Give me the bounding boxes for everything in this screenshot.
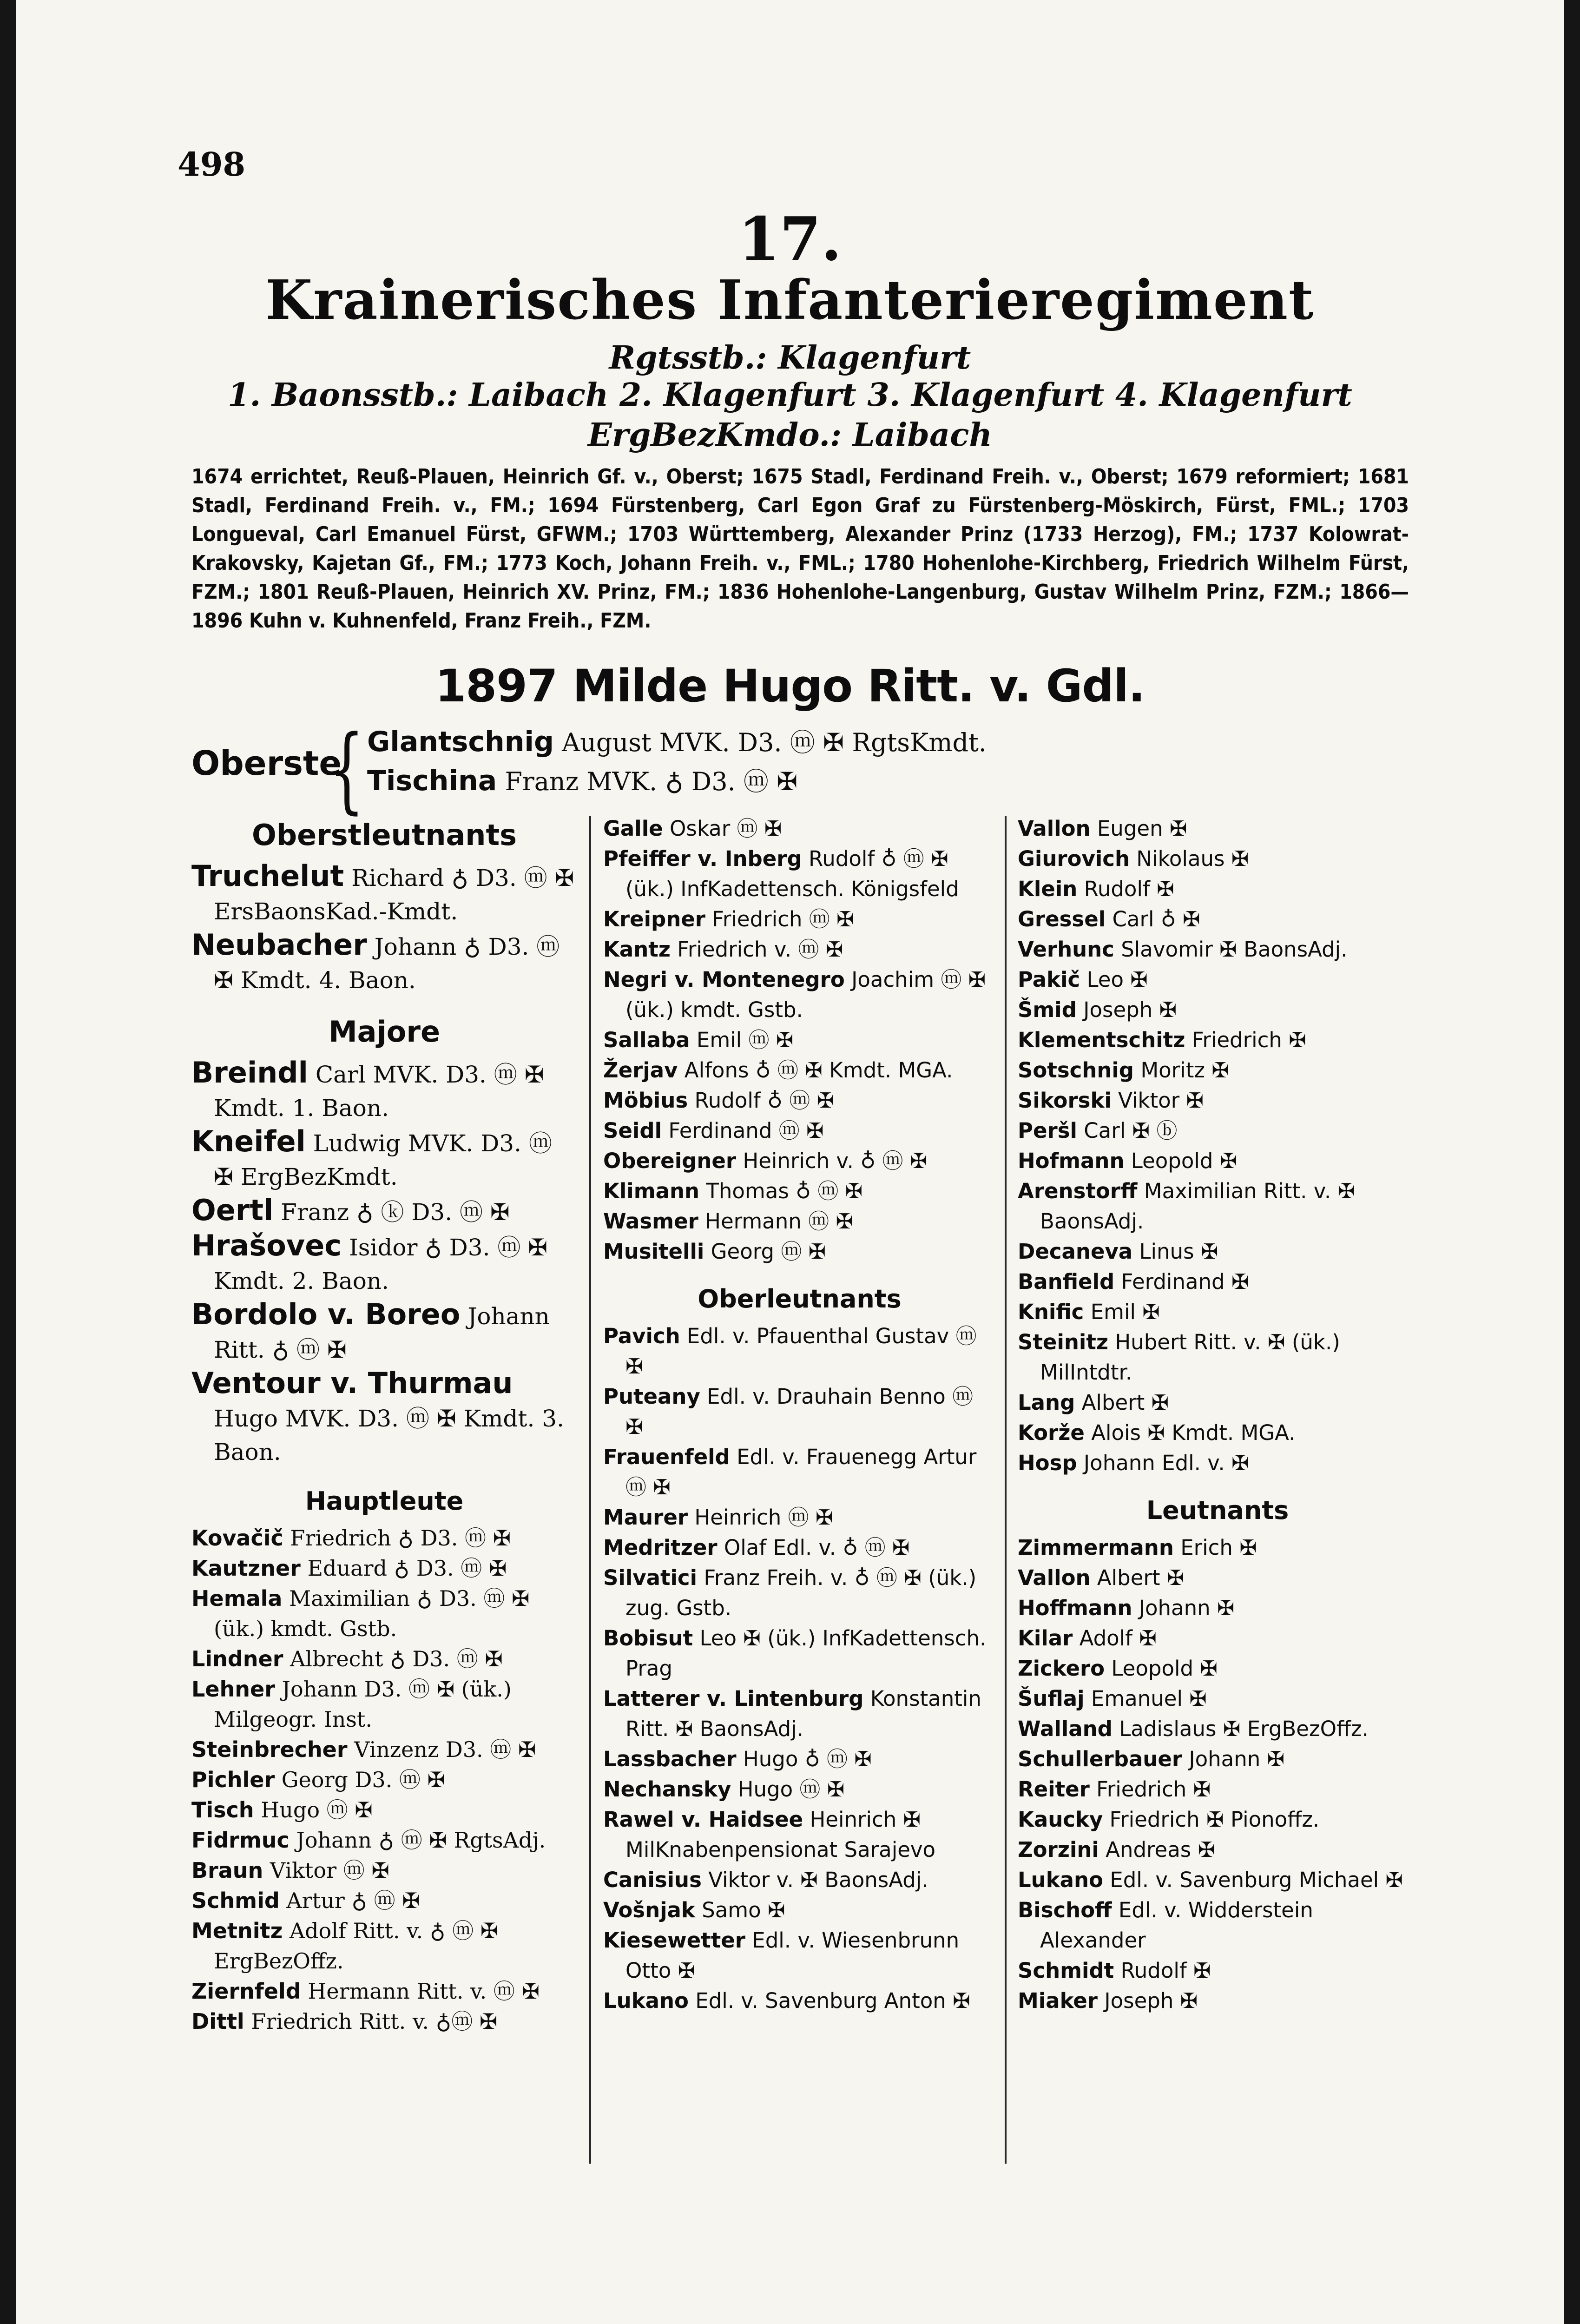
officer-name: Schmidt (1018, 1958, 1114, 1983)
officer-details: Erich ✠ (1180, 1535, 1257, 1560)
officer-details: Friedrich ✠ Pionoffz. (1109, 1807, 1320, 1832)
officer-name: Metnitz (191, 1918, 283, 1943)
officer-entry (603, 1236, 996, 1267)
officer-name: Lindner (191, 1646, 283, 1671)
officer-name: Galle (603, 816, 663, 841)
officer-name: Kilar (1018, 1626, 1073, 1651)
officer-name: Frauenfeld (603, 1445, 730, 1469)
officer-entry (603, 844, 996, 904)
officer-details: Hugo ⓜ ✠ (737, 1777, 845, 1802)
section-heading-majore: Majore (328, 1015, 440, 1049)
officer-name: Bischoff (1018, 1898, 1112, 1922)
officer-entry (603, 1532, 996, 1563)
officer-name: Zickero (1018, 1656, 1105, 1681)
officer-name: Žerjav (603, 1058, 678, 1083)
officer-name: Šuflaj (1018, 1686, 1085, 1711)
oberste-label: Oberste (191, 744, 342, 783)
officer-entry (603, 1895, 996, 1925)
officer-details: Rudolf ✠ (1120, 1958, 1211, 1983)
officer-entry (1018, 904, 1417, 934)
officer-name: Schullerbauer (1018, 1747, 1183, 1771)
officer-name: Medritzer (603, 1535, 718, 1560)
officer-name: Verhunc (1018, 937, 1114, 962)
officer-entry (603, 1176, 996, 1206)
officer-name: Sallaba (603, 1028, 690, 1052)
officer-name: Kovačič (191, 1525, 283, 1551)
officer-entry (1018, 1176, 1417, 1236)
officer-details: Carl MVK. D3. ⓜ ✠ Kmdt. 1. Baon. (214, 1061, 544, 1122)
page-number: 498 (178, 145, 246, 184)
regiment-number: 17. (738, 205, 842, 274)
officer-name: Klein (1018, 877, 1078, 901)
officer-entry (603, 1925, 996, 1986)
officer-entry (1018, 995, 1417, 1025)
officer-entry (1018, 1297, 1417, 1327)
officer-entry (1018, 1055, 1417, 1085)
officer-name: Bordolo v. Boreo (191, 1297, 461, 1331)
officer-details: Friedrich ⓜ ✠ (712, 907, 854, 931)
oberleutnants-continued-list (1018, 813, 1417, 1478)
officer-name: Puteany (603, 1384, 700, 1409)
officer-details: Leo ✠ (1086, 967, 1148, 992)
officer-name: Kiesewetter (603, 1928, 745, 1953)
officer-name: Kaucky (1018, 1807, 1103, 1832)
leutnants-list (1018, 1532, 1417, 2016)
officer-entry (1018, 1025, 1417, 1055)
officer-details: Edl. v. Wiesenbrunn Otto ✠ (625, 1928, 960, 1983)
battalion-staffs: 1. Baonsstb.: Laibach 2. Klagenfurt 3. Klagenfurt 4. Klagenfurt (228, 376, 1352, 414)
officer-entry (603, 1774, 996, 1804)
officer-details: Isidor ♁ D3. ⓜ ✠ Kmdt. 2. Baon. (214, 1234, 548, 1294)
officer-name: Truchelut (191, 859, 344, 893)
officer-details: Viktor ⓜ ✠ (270, 1858, 389, 1883)
officer-details: Hermann ⓜ ✠ (705, 1209, 854, 1234)
officer-name: Wasmer (603, 1209, 698, 1234)
officer-name: Hemala (191, 1586, 283, 1611)
officer-name: Braun (191, 1858, 263, 1883)
officer-details: Artur ♁ ⓜ ✠ (286, 1888, 420, 1913)
officer-details: Edl. v. Savenburg Anton ✠ (695, 1988, 970, 2013)
officer-details: Johann Edl. v. ✠ (1083, 1451, 1249, 1475)
officer-entry (1018, 1835, 1417, 1865)
officer-entry (603, 1116, 996, 1146)
officer-name: Lassbacher (603, 1747, 737, 1771)
officer-details: Alfons ♁ ⓜ ✠ Kmdt. MGA. (684, 1058, 953, 1083)
officer-details: Johann ✠ (1139, 1596, 1235, 1620)
officer-name: Ziernfeld (191, 1979, 301, 2004)
officer-details: Maximilian ♁ D3. ⓜ ✠ (ük.) kmdt. Gstb. (214, 1586, 530, 1641)
oberst-surname: Glantschnig (367, 726, 554, 758)
officer-details: Emanuel ✠ (1091, 1686, 1207, 1711)
officer-name: Bobisut (603, 1626, 693, 1651)
officer-details: Hugo ♁ ⓜ ✠ (743, 1747, 872, 1771)
officer-details: Viktor v. ✠ BaonsAdj. (708, 1868, 928, 1892)
officer-name: Arenstorff (1018, 1179, 1138, 1203)
officer-details: Slavomir ✠ BaonsAdj. (1121, 937, 1348, 962)
officer-name: Neubacher (191, 928, 367, 962)
officer-details: Friedrich ✠ (1096, 1777, 1211, 1802)
officer-entry (191, 1886, 577, 1916)
officer-details: Konstantin Ritt. ✠ BaonsAdj. (625, 1686, 981, 1741)
officer-entry (191, 1367, 577, 1469)
officer-details: Hugo MVK. D3. ⓜ ✠ Kmdt. 3. Baon. (214, 1405, 564, 1466)
officer-entry (1018, 1387, 1417, 1418)
officer-entry (191, 1523, 577, 1553)
officer-details: Heinrich ✠ MilKnabenpensionat Sarajevo (625, 1807, 936, 1862)
officer-name: Canisius (603, 1868, 702, 1892)
officer-entry (191, 1644, 577, 1674)
officer-details: Rudolf ✠ (1084, 877, 1174, 901)
officer-name: Seidl (603, 1118, 662, 1143)
officer-name: Kneifel (191, 1124, 306, 1158)
officer-entry (191, 1298, 577, 1367)
officer-entry (603, 934, 996, 964)
officer-entry (191, 859, 577, 928)
officer-details: Vinzenz D3. ⓜ ✠ (354, 1737, 536, 1762)
officer-entry (191, 928, 577, 997)
officer-entry (191, 1674, 577, 1735)
officer-entry (191, 1056, 577, 1125)
regiment-staff: Rgtsstb.: Klagenfurt (609, 339, 971, 376)
officer-name: Dittl (191, 2009, 244, 2034)
officer-entry (191, 1976, 577, 2007)
hauptleute-list (191, 1523, 577, 2037)
officer-entry (1018, 844, 1417, 874)
officer-name: Hrašovec (191, 1228, 342, 1262)
regiment-history: 1674 errichtet, Reuß-Plauen, Heinrich Gf. v., Oberst; 1675 Stadl, Ferdinand Freih. v., Oberst; 1679 reformiert; 1681 Stadl, Ferdinand Freih. v., FM.; 1694 Fürstenberg, Carl Egon Graf zu Fürstenberg-Möskirch, Fürst, FML.; 1703 Longueval, Carl Emanuel Fürst, GFWM.; 1703 Württemberg, Alexander Prinz (1733 Herzog), FM.; 1737 Kolowrat-Krakovsky, Kajetan Gf., FM.; 1773 Koch, Johann Freih. v., FML.; 1780 Hohenlohe-Kirchberg, Friedrich Wilhelm Fürst, FZM.; 1801 Reuß-Plauen, Heinrich XV. Prinz, FM.; 1836 Hohenlohe-Langenburg, Gustav Wilhelm Prinz, FZM.; 1866—1896 Kuhn v. Kuhnenfeld, Franz Freih., FZM. (191, 465, 1409, 633)
officer-details: Edl. v. Savenburg Michael ✠ (1110, 1868, 1403, 1892)
officer-details: Heinrich v. ♁ ⓜ ✠ (743, 1149, 928, 1173)
officer-details: Georg ⓜ ✠ (711, 1239, 826, 1264)
officer-details: Joseph ✠ (1083, 997, 1177, 1022)
officer-details: Richard ♁ D3. ⓜ ✠ ErsBaonsKad.-Kmdt. (214, 865, 574, 925)
officer-name: Maurer (603, 1505, 688, 1530)
officer-entry (1018, 1593, 1417, 1623)
officer-name: Sikorski (1018, 1088, 1112, 1113)
officer-details: Samo ✠ (702, 1898, 785, 1922)
majore-list (191, 1056, 577, 1469)
officer-entry (603, 904, 996, 934)
officer-details: Hugo ⓜ ✠ (261, 1797, 373, 1822)
officer-name: Musitelli (603, 1239, 704, 1264)
officer-details: Leo ✠ (ük.) InfKadettensch. Prag (625, 1626, 987, 1681)
section-heading-leutnants: Leutnants (1146, 1496, 1289, 1525)
officer-name: Oertl (191, 1193, 274, 1227)
officer-entry (1018, 1623, 1417, 1653)
officer-name: Decaneva (1018, 1239, 1133, 1264)
column-a (191, 813, 577, 2037)
officer-entry (1018, 1986, 1417, 2016)
officer-entry (1018, 1714, 1417, 1744)
officer-entry (1018, 874, 1417, 904)
oberstleutnants-list (191, 859, 577, 997)
officer-details: Adolf Ritt. v. ♁ ⓜ ✠ ErgBezOffz. (214, 1918, 499, 1974)
officer-details: Leopold ✠ (1111, 1656, 1218, 1681)
officer-name: Kreipner (603, 907, 705, 931)
oberleutnants-list (603, 1321, 996, 2016)
officer-entry (1018, 1955, 1417, 1986)
officer-entry (191, 1795, 577, 1825)
officer-details: Friedrich ♁ D3. ⓜ ✠ (290, 1525, 511, 1551)
officer-details: Maximilian Ritt. v. ✠ BaonsAdj. (1040, 1179, 1356, 1234)
officer-details: Alois ✠ Kmdt. MGA. (1091, 1420, 1296, 1445)
officer-name: Kantz (603, 937, 671, 962)
hauptleute-continued-list (603, 813, 996, 1267)
officer-details: Moritz ✠ (1140, 1058, 1229, 1083)
officer-entry (1018, 1146, 1417, 1176)
officer-name: Lukano (603, 1988, 689, 2013)
officer-entry (191, 1825, 577, 1855)
officer-entry (603, 1502, 996, 1532)
officer-name: Pavich (603, 1324, 680, 1348)
officer-entry (603, 1804, 996, 1865)
officer-name: Nechansky (603, 1777, 731, 1802)
officer-name: Schmid (191, 1888, 280, 1913)
officer-name: Negri v. Montenegro (603, 967, 845, 992)
officer-name: Steinbrecher (191, 1737, 348, 1762)
officer-details: Edl. v. Frauenegg Artur ⓜ ✠ (625, 1445, 977, 1499)
officer-details: Johann ✠ (1189, 1747, 1285, 1771)
officer-entry (603, 1563, 996, 1623)
officer-details: Ferdinand ⓜ ✠ (668, 1118, 824, 1143)
officer-entry (191, 1553, 577, 1584)
officer-details: Linus ✠ (1139, 1239, 1218, 1264)
officer-entry (603, 813, 996, 844)
officer-details: Eduard ♁ D3. ⓜ ✠ (307, 1556, 507, 1581)
officer-entry (603, 1146, 996, 1176)
officer-name: Hofmann (1018, 1149, 1125, 1173)
officer-details: Ladislaus ✠ ErgBezOffz. (1119, 1717, 1369, 1741)
officer-entry (1018, 1236, 1417, 1267)
officer-details: Rudolf ♁ ⓜ ✠ (694, 1088, 835, 1113)
officer-details: Ferdinand ✠ (1121, 1269, 1249, 1294)
officer-name: Zimmermann (1018, 1535, 1174, 1560)
officer-entry (1018, 1744, 1417, 1774)
officer-entry (1018, 813, 1417, 844)
officer-entry (603, 1321, 996, 1381)
officer-name: Banfield (1018, 1269, 1115, 1294)
column-divider (1005, 816, 1007, 2164)
officer-details: Franz ♁ ⓚ D3. ⓜ ✠ (281, 1199, 510, 1226)
officer-entry (1018, 1895, 1417, 1955)
officer-details: Eugen ✠ (1097, 816, 1187, 841)
officer-name: Korže (1018, 1420, 1085, 1445)
officer-details: Joseph ✠ (1104, 1988, 1198, 2013)
officer-details: Leopold ✠ (1131, 1149, 1238, 1173)
officer-details: Carl ♁ ✠ (1112, 907, 1200, 931)
officer-name: Gressel (1018, 907, 1106, 931)
officer-details: Andreas ✠ (1106, 1837, 1216, 1862)
oberst-line (367, 762, 797, 800)
officer-entry (191, 1916, 577, 1976)
officer-name: Hosp (1018, 1451, 1077, 1475)
officer-name: Miaker (1018, 1988, 1098, 2013)
officer-details: Oskar ⓜ ✠ (669, 816, 782, 841)
officer-name: Pfeiffer v. Inberg (603, 846, 802, 871)
officer-entry (1018, 1532, 1417, 1563)
officer-entry (191, 1194, 577, 1229)
officer-entry (603, 1986, 996, 2016)
brace-glyph: { (329, 715, 365, 824)
officer-entry (1018, 1774, 1417, 1804)
officer-details: Edl. v. Pfauenthal Gustav ⓜ ✠ (625, 1324, 977, 1379)
officer-name: Tisch (191, 1797, 254, 1822)
officer-entry (603, 1206, 996, 1236)
officer-entry (1018, 1653, 1417, 1684)
officer-details: Hermann Ritt. v. ⓜ ✠ (308, 1979, 540, 2004)
officer-details: Ludwig MVK. D3. ⓜ ✠ ErgBezKmdt. (214, 1130, 552, 1190)
officer-entry (603, 964, 996, 1025)
officer-name: Reiter (1018, 1777, 1090, 1802)
officer-entry (603, 1744, 996, 1774)
officer-details: Friedrich Ritt. v. ♁ⓜ ✠ (251, 2009, 498, 2034)
officer-name: Silvatici (603, 1565, 697, 1590)
officer-entry (1018, 1418, 1417, 1448)
officer-details: Johann Ritt. ♁ ⓜ ✠ (214, 1303, 550, 1363)
officer-name: Pichler (191, 1767, 275, 1792)
officer-entry (1018, 1563, 1417, 1593)
officer-name: Lang (1018, 1390, 1075, 1415)
officer-entry (603, 1865, 996, 1895)
officer-entry (191, 1855, 577, 1886)
ergbez-command: ErgBezKmdo.: Laibach (588, 416, 992, 454)
officer-name: Vošnjak (603, 1898, 695, 1922)
officer-name: Peršl (1018, 1118, 1077, 1143)
officer-name: Obereigner (603, 1149, 737, 1173)
officer-details: Albrecht ♁ D3. ⓜ ✠ (290, 1646, 503, 1671)
officer-name: Ventour v. Thurmau (191, 1366, 513, 1400)
officer-entry (1018, 1684, 1417, 1714)
column-c (1018, 813, 1417, 2016)
officer-details: Thomas ♁ ⓜ ✠ (706, 1179, 863, 1203)
officer-details: Emil ✠ (1090, 1300, 1160, 1324)
officer-details: Carl ✠ ⓑ (1084, 1118, 1178, 1143)
officer-entry (1018, 1267, 1417, 1297)
officer-name: Steinitz (1018, 1330, 1109, 1354)
officer-details: Hubert Ritt. v. ✠ (ük.) MilIntdtr. (1040, 1330, 1340, 1385)
officer-details: Nikolaus ✠ (1136, 846, 1249, 871)
officer-entry (1018, 1116, 1417, 1146)
officer-details: Albert ✠ (1097, 1565, 1185, 1590)
officer-details: Franz Freih. v. ♁ ⓜ ✠ (ük.) zug. Gstb. (625, 1565, 977, 1620)
officer-details: Joachim ⓜ ✠ (ük.) kmdt. Gstb. (625, 967, 986, 1022)
officer-entry (603, 1085, 996, 1116)
section-heading-hauptleute: Hauptleute (305, 1486, 464, 1516)
officer-name: Latterer v. Lintenburg (603, 1686, 864, 1711)
officer-entry (1018, 1804, 1417, 1835)
officer-entry (603, 1684, 996, 1744)
officer-entry (1018, 1448, 1417, 1478)
officer-name: Kautzner (191, 1556, 301, 1581)
officer-details: Heinrich ⓜ ✠ (694, 1505, 833, 1530)
officer-entry (191, 1125, 577, 1194)
oberst-line (367, 723, 987, 761)
officer-name: Pakič (1018, 967, 1080, 992)
oberst-details: Franz MVK. ♁ D3. ⓜ ✠ (505, 767, 798, 796)
column-b (603, 813, 996, 2016)
regiment-title: Krainerisches Infanterieregiment (265, 269, 1315, 332)
officer-name: Klimann (603, 1179, 700, 1203)
oberst-details: August MVK. D3. ⓜ ✠ RgtsKmdt. (562, 728, 987, 757)
section-heading-oberleutnants: Oberleutnants (698, 1284, 902, 1314)
officer-name: Sotschnig (1018, 1058, 1134, 1083)
officer-entry (603, 1623, 996, 1684)
officer-entry (191, 1229, 577, 1298)
column-divider (589, 816, 591, 2164)
officer-details: Friedrich v. ⓜ ✠ (677, 937, 843, 962)
officer-entry (191, 1735, 577, 1765)
officer-entry (191, 1584, 577, 1644)
officer-name: Möbius (603, 1088, 688, 1113)
officer-name: Klementschitz (1018, 1028, 1185, 1052)
officer-name: Knific (1018, 1300, 1084, 1324)
officer-name: Rawel v. Haidsee (603, 1807, 803, 1832)
officer-details: Edl. v. Drauhain Benno ⓜ ✠ (625, 1384, 974, 1439)
officer-name: Vallon (1018, 1565, 1091, 1590)
officer-details: Rudolf ♁ ⓜ ✠ (ük.) InfKadettensch. Königsfeld (625, 846, 959, 901)
officer-name: Giurovich (1018, 846, 1130, 871)
officer-details: Johann ♁ ⓜ ✠ RgtsAdj. (296, 1828, 546, 1853)
oberst-surname: Tischina (367, 765, 497, 797)
officer-details: Adolf ✠ (1079, 1626, 1157, 1651)
officer-details: Johann D3. ⓜ ✠ (ük.) Milgeogr. Inst. (214, 1677, 512, 1732)
officer-details: Viktor ✠ (1118, 1088, 1204, 1113)
officer-name: Šmid (1018, 997, 1077, 1022)
officer-entry (191, 2007, 577, 2037)
officer-name: Fidrmuc (191, 1828, 290, 1853)
officer-name: Walland (1018, 1717, 1113, 1741)
officer-entry (603, 1442, 996, 1502)
officer-details: Albert ✠ (1081, 1390, 1169, 1415)
officer-name: Breindl (191, 1056, 308, 1089)
officer-entry (1018, 1327, 1417, 1387)
officer-name: Lehner (191, 1677, 275, 1702)
officer-entry (603, 1025, 996, 1055)
officer-entry (1018, 1085, 1417, 1116)
officer-entry (603, 1055, 996, 1085)
officer-details: Edl. v. Widderstein Alexander (1040, 1898, 1313, 1953)
officer-entry (603, 1381, 996, 1442)
officer-name: Lukano (1018, 1868, 1103, 1892)
officer-name: Zorzini (1018, 1837, 1099, 1862)
officer-details: Johann ♁ D3. ⓜ ✠ Kmdt. 4. Baon. (214, 933, 560, 994)
officer-entry (1018, 934, 1417, 964)
section-heading-oberstleutnants: Oberstleutnants (252, 818, 517, 852)
officer-name: Vallon (1018, 816, 1091, 841)
officer-details: Georg D3. ⓜ ✠ (281, 1767, 446, 1792)
officer-details: Friedrich ✠ (1192, 1028, 1306, 1052)
regiment-owner: 1897 Milde Hugo Ritt. v. Gdl. (435, 660, 1145, 712)
officer-entry (191, 1765, 577, 1795)
officer-details: Emil ⓜ ✠ (696, 1028, 794, 1052)
officer-entry (1018, 964, 1417, 995)
officer-details: Olaf Edl. v. ♁ ⓜ ✠ (724, 1535, 910, 1560)
officer-entry (1018, 1865, 1417, 1895)
officer-name: Hoffmann (1018, 1596, 1132, 1620)
